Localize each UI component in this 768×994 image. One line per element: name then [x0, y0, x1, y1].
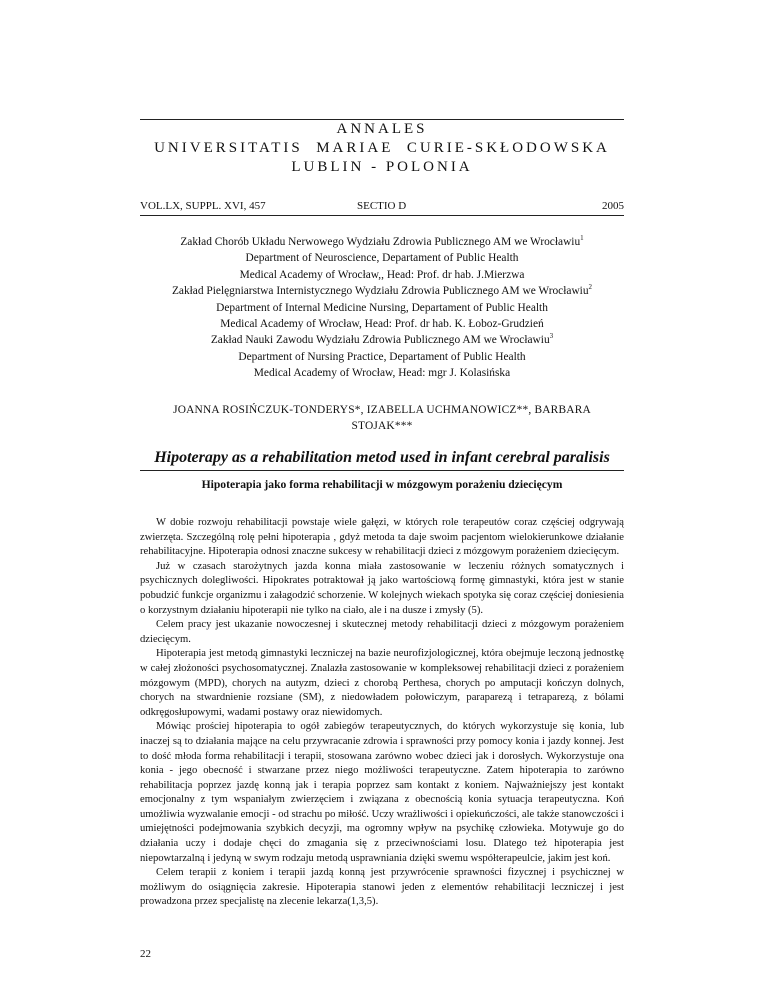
affiliation-text: Department of Internal Medicine Nursing, Departament of Public Health — [216, 301, 548, 314]
authors-line2: STOJAK*** — [351, 420, 413, 432]
affiliation-text: Zakład Chorób Układu Nerwowego Wydziału Zdrowia Publicznego AM we Wrocławiu — [180, 236, 581, 248]
affiliation-text: Zakład Nauki Zawodu Wydziału Zdrowia Publicznego AM we Wrocławiu — [210, 334, 550, 347]
authors-line1: JOANNA ROSIŃCZUK-TONDERYS*, IZABELLA UCHMANOWICZ**, BARBARA — [173, 404, 591, 416]
affiliation-line — [140, 316, 624, 332]
paragraph: Celem terapii z koniem i terapii jazdą konną jest przywrócenie sprawności fizycznej i psychicznej w możliwym do osiągnięcia zakresie. Hipoterapia stanowi jeden z elementów rehabilitacji leczniczej i jest prowadzona przez specjalistę na zlecenie lekarza(1,3,5). — [140, 867, 624, 908]
year-info: 2005 — [602, 200, 624, 212]
affiliation-text: Medical Academy of Wrocław, Head: mgr J. Kolasińska — [253, 367, 511, 380]
affiliation-line — [140, 349, 624, 365]
authors — [140, 402, 624, 434]
sectio-info: SECTIO D — [357, 200, 407, 212]
paragraph: Hipoterapia jest metodą gimnastyki leczniczej na bazie neurofizjologicznej, która obejmuje leczoną jednostkę w całej złożoności psychosomatycznej. Znalazła zastosowanie w kompleksowej rehabilitacji dzieci z porażeniem mózgowym (MPD), chorych na autyzm, dzieci z chorobą Perthesa, chorych po amputacji kończyn dolnych, chorych na stwardnienie rozsiane (SM), z niedowładem połowiczym, paraparezą i tetraparezą, z bólami odkręgosłupowymi, wadami postawy oraz niewidomych. — [140, 648, 624, 718]
header-bottom-rule — [140, 215, 624, 216]
paragraph: W dobie rozwoju rehabilitacji powstaje wiele gałęzi, w których role terapeutów coraz częściej odgrywają zwierzęta. Szczególną rolę pełni hipoterapia , gdyż metoda ta daje swoim pacjentom wielokierunkowe działanie rehabilitacyjne. Hipoterapia odnosi znaczne sukcesy w rehabilitacji dzieci z mózgowym porażeniem dziecięcym. — [140, 517, 624, 558]
affiliation-line — [140, 283, 624, 299]
affiliation-text: Department of Neuroscience, Departament of Public Health — [245, 252, 519, 265]
paragraph: Celem pracy jest ukazanie nowoczesnej i skutecznej metody rehabilitacji dzieci z mózgowym porażeniem dziecięcym. — [140, 619, 624, 645]
journal-location: LUBLIN - POLONIA — [291, 159, 473, 175]
affiliation-marker: 3 — [549, 332, 554, 341]
affiliation-line — [140, 332, 624, 348]
volume-info: VOL.LX, SUPPL. XVI, 457 — [140, 200, 266, 212]
affiliation-marker: 2 — [588, 283, 593, 292]
affiliation-line — [140, 267, 624, 283]
title-rule — [140, 470, 624, 471]
affiliation-text: Medical Academy of Wrocław,, Head: Prof. dr hab. J.Mierzwa — [239, 268, 525, 281]
article-body — [140, 516, 624, 910]
paragraph: Mówiąc prościej hipoterapia to ogół zabiegów terapeutycznych, do których wykorzystuje się konia, lub inaczej są to działania mające na celu przywracanie zdrowia i sprawności przy pomocy konia i jazdy konnej. Jest to dość młoda forma rehabilitacji i terapii, stosowana zarówno wobec dzieci jak i dorosłych. Wykorzystuje ona konia - jego obecność i stwarzane przez niego możliwości terapeutyczne. Zatem hipoterapia to zarówno rehabilitacja poprzez jazdę konną jak i terapia poprzez sam kontakt z koniem. Najważniejszy jest kontakt emocjonalny z tym wspaniałym zwierzęciem i związana z obecnością konia sytuacja terapeutyczna. Koń umożliwia wyzwalanie emocji - od strachu po miłość. Uczy wrażliwości i opiekuńczości, ale także stanowczości i umiejętności podejmowania szybkich decyzji, ma ogromny wpływ na psychikę człowieka. Motywuje go do działania uczy i dodaje chęci do zmagania się z przeciwnościami losu. Dlatego też hipoterapia jest niepowtarzalną i jedyną w swym rodzaju metodą usprawniania dzięki swemu współterapeulcie, jakim jest koń. — [140, 721, 624, 864]
affiliation-line — [140, 300, 624, 316]
affiliation-text: Medical Academy of Wrocław, Head: Prof. dr hab. K. Łoboz-Grudzień — [220, 318, 544, 331]
article-title-english: Hipoterapy as a rehabilitation metod used in infant cerebral paralisis — [154, 449, 610, 466]
affiliation-line — [140, 365, 624, 381]
journal-name-line2: UNIVERSITATIS MARIAE CURIE-SKŁODOWSKA — [154, 140, 610, 156]
article-title-polish: Hipoterapia jako forma rehabilitacji w mózgowym porażeniu dziecięcym — [201, 478, 563, 491]
journal-name-line1: ANNALES — [336, 121, 428, 137]
affiliation-line — [140, 234, 624, 250]
affiliation-text: Zakład Pielęgniarstwa Internistycznego Wydziału Zdrowia Publicznego AM we Wrocławiu — [171, 285, 589, 298]
paragraph: Już w czasach starożytnych jazda konna miała zastosowanie w leczeniu różnych somatycznych i psychicznych dolegliwości. Hipokrates potraktował ją jako wartościową formę gimnastyki, która jest w stanie pobudzić funkcje organizmu i załagodzić schorzenie. W kolejnych wiekach spotyka się coraz częściej doniesienia o korzystnym działaniu hipoterapii nie tylko na ciało, ale i na dusze i zmysły (5). — [140, 560, 624, 616]
affiliation-marker: 1 — [580, 234, 584, 242]
affiliation-text: Department of Nursing Practice, Departament of Public Health — [238, 350, 526, 363]
affiliations — [140, 234, 624, 382]
page-number: 22 — [140, 948, 151, 960]
affiliation-line — [140, 250, 624, 266]
